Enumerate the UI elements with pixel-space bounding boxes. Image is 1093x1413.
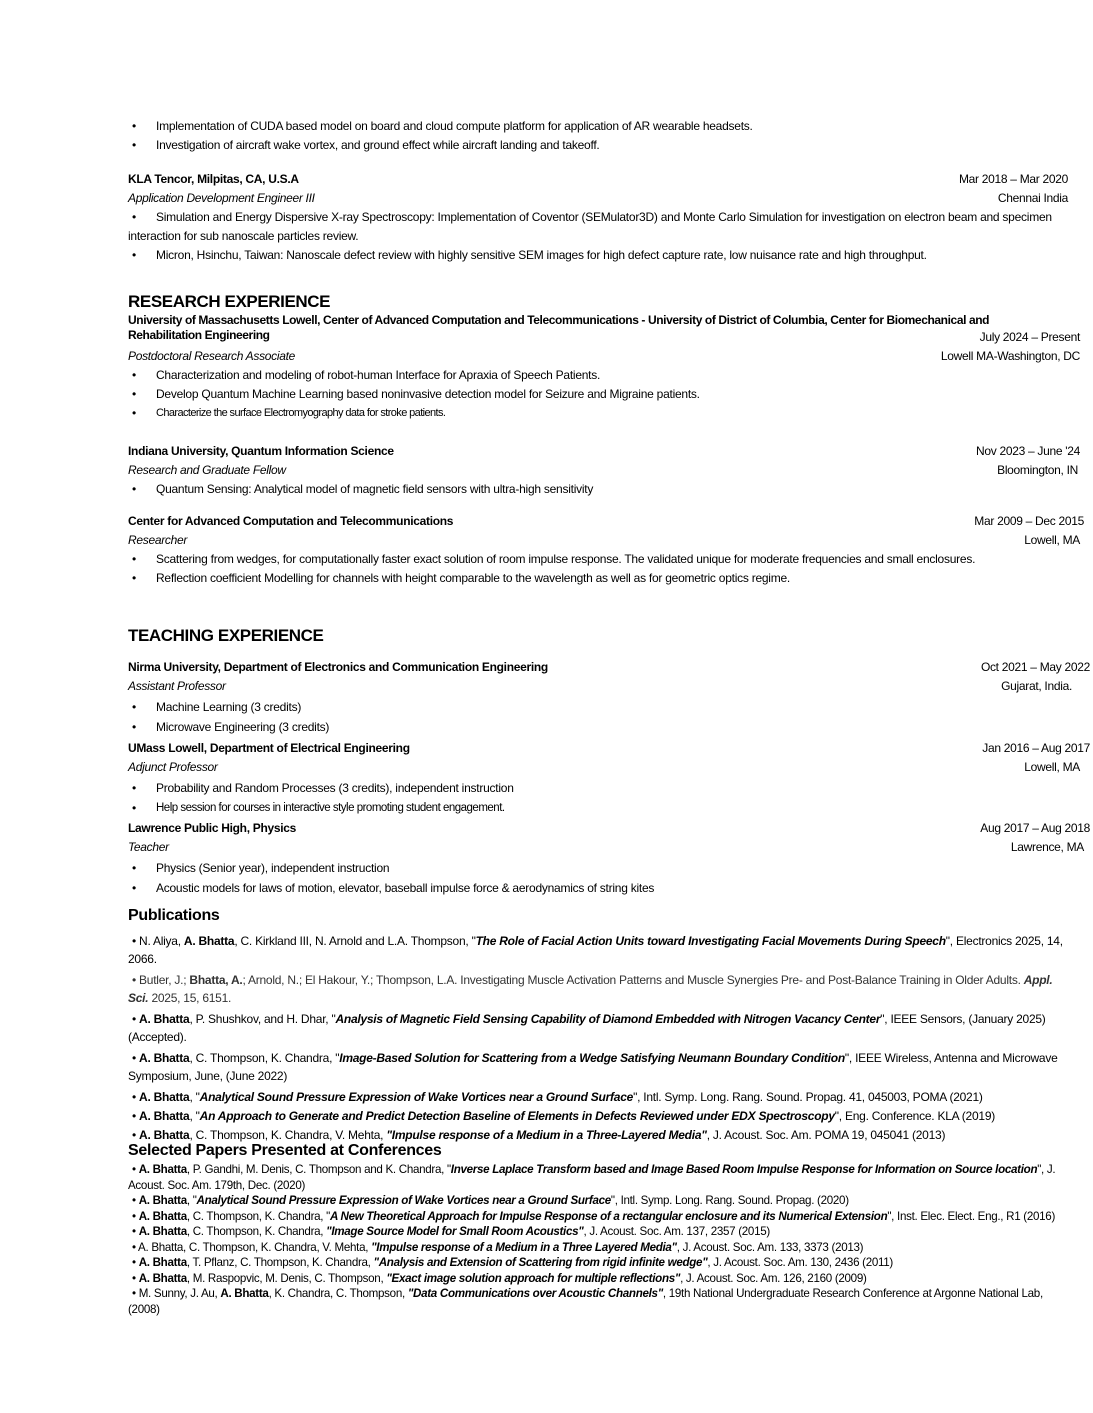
location: Chennai India bbox=[997, 191, 1068, 205]
location: Lowell, MA bbox=[1024, 760, 1080, 774]
ref-mid: , T. Pflanz, C. Thompson, K. Chandra, bbox=[186, 1256, 374, 1269]
kla-entry bbox=[128, 170, 1068, 265]
ref-title: The Role of Facial Action Units toward Investigating Facial Movements During Speech bbox=[475, 934, 946, 948]
ref-post: , J. Acoust. Soc. Am. 126, 2160 (2009) bbox=[680, 1271, 867, 1285]
teaching-entry bbox=[128, 819, 1090, 898]
list-item: • Micron, Hsinchu, Taiwan: Nanoscale defect review with highly sensitive SEM images for high defect capture rate, low nuisance rate and high throughput. bbox=[128, 246, 1068, 265]
research-entry bbox=[128, 442, 1080, 499]
top-bullets bbox=[128, 117, 1068, 155]
location: Bloomington, IN bbox=[997, 463, 1078, 477]
conference-item bbox=[128, 1240, 1058, 1256]
ref-mid: , C. Thompson, K. Chandra, V. Mehta, bbox=[189, 1128, 387, 1142]
conference-item bbox=[128, 1224, 1058, 1240]
ref-title: Analytical Sound Pressure Expression of Wake Vortices near a Ground Surface bbox=[196, 1194, 611, 1207]
ref-mid: , M. Raspopvic, M. Denis, C. Thompson, bbox=[186, 1271, 387, 1285]
publication-item bbox=[128, 932, 1068, 968]
role-title: Assistant Professor bbox=[128, 679, 226, 693]
conference-item bbox=[128, 1286, 1058, 1317]
ref-author: A. Bhatta bbox=[138, 1271, 187, 1285]
conferences-list bbox=[128, 1162, 1058, 1317]
ref-pre: N. Aliya, bbox=[139, 934, 184, 948]
list-item: • Probability and Random Processes (3 credits), independent instruction bbox=[128, 778, 1068, 798]
ref-title: Inverse Laplace Transform based and Image Based Room Impulse Response for Information on Source location bbox=[450, 1163, 1038, 1176]
ref-post: ", Intl. Symp. Long. Rang. Sound. Propag. (2020) bbox=[610, 1194, 849, 1207]
ref-post: , J. Acoust. Soc. Am. 130, 2436 (2011) bbox=[707, 1256, 893, 1269]
ref-pre: A. Bhatta, C. Thompson, K. Chandra, V. Mehta, bbox=[138, 1240, 372, 1254]
ref-post: ", IEEE Sensors, (January 2025) (Accepted). bbox=[128, 1012, 1046, 1044]
ref-mid: , C. Thompson, K. Chandra, " bbox=[189, 1051, 340, 1065]
ref-title: Analysis of Magnetic Field Sensing Capability of Diamond Embedded with Nitrogen Vacancy Center bbox=[335, 1012, 881, 1026]
role-title: Research and Graduate Fellow bbox=[128, 463, 286, 477]
publication-item bbox=[128, 1107, 1068, 1125]
ref-post: ", Eng. Conference. KLA (2019) bbox=[834, 1109, 995, 1123]
date-range: Aug 2017 – Aug 2018 bbox=[980, 821, 1090, 835]
conference-item bbox=[128, 1209, 1058, 1225]
role-title: Teacher bbox=[128, 840, 169, 854]
ref-mid: ; Arnold, N.; El Hakour, Y.; Thompson, L.A. Investigating Muscle Activation Patterns and Muscle Synergies Pre- and Post-Balance Training in Older Adults. bbox=[242, 973, 1024, 987]
ref-post: , J. Acoust. Soc. Am. 133, 3373 (2013) bbox=[676, 1240, 864, 1254]
date-range: July 2024 – Present bbox=[979, 330, 1080, 344]
list-item: • Scattering from wedges, for computationally faster exact solution of room impulse response. The validated unique for moderate frequencies and small enclosures. bbox=[128, 550, 1068, 569]
ref-mid: , K. Chandra, C. Thompson, bbox=[268, 1287, 408, 1300]
ref-title: "Impulse response of a Medium in a Three-Layered Media" bbox=[386, 1128, 707, 1142]
ref-title: "Data Communications over Acoustic Channels" bbox=[407, 1287, 663, 1300]
ref-author: A. Bhatta bbox=[139, 1051, 190, 1065]
ref-author: A. Bhatta bbox=[138, 1194, 187, 1207]
ref-title: Analytical Sound Pressure Expression of Wake Vortices near a Ground Surface bbox=[199, 1090, 634, 1104]
ref-mid: , C. Kirkland III, N. Arnold and L.A. Thompson, " bbox=[234, 934, 476, 948]
ref-pre: M. Sunny, J. Au, bbox=[138, 1287, 221, 1300]
publications-heading: Publications bbox=[128, 907, 220, 924]
ref-mid: , P. Gandhi, M. Denis, C. Thompson and K. Chandra, " bbox=[186, 1163, 451, 1176]
bullet: • bbox=[132, 1128, 140, 1142]
bullet: • bbox=[132, 1256, 139, 1269]
role-title: Researcher bbox=[128, 533, 188, 547]
list-item: • Implementation of CUDA based model on board and cloud compute platform for application of AR wearable headsets. bbox=[128, 117, 1068, 136]
ref-author: Bhatta, A. bbox=[189, 973, 243, 987]
list-item: • Microwave Engineering (3 credits) bbox=[128, 717, 1068, 737]
research-entry bbox=[128, 512, 1084, 588]
ref-author: A. Bhatta bbox=[139, 1090, 190, 1104]
ref-author: A. Bhatta bbox=[220, 1287, 269, 1300]
ref-post: ", Inst. Elec. Elect. Eng., R1 (2016) bbox=[887, 1209, 1056, 1223]
bullet: • bbox=[132, 973, 140, 987]
org-name: UMass Lowell, Department of Electrical Engineering bbox=[128, 741, 410, 755]
teaching-entry bbox=[128, 658, 1090, 737]
org-name: Indiana University, Quantum Information Science bbox=[128, 444, 394, 458]
conference-item bbox=[128, 1271, 1058, 1287]
ref-mid: , P. Shushkov, and H. Dhar, " bbox=[189, 1012, 336, 1026]
list-item: • Characterization and modeling of robot-human Interface for Apraxia of Speech Patients. bbox=[128, 366, 1068, 385]
ref-author: A. Bhatta bbox=[138, 1256, 187, 1269]
list-item: • Quantum Sensing: Analytical model of magnetic field sensors with ultra-high sensitivity bbox=[128, 480, 1068, 499]
list-item: • Develop Quantum Machine Learning based noninvasive detection model for Seizure and Migraine patients. bbox=[128, 385, 1068, 404]
bullet: • bbox=[132, 1090, 140, 1104]
list-item: • Characterize the surface Electromyography data for stroke patients. bbox=[128, 404, 1068, 423]
bullet: • bbox=[132, 1271, 139, 1285]
date-range: Mar 2009 – Dec 2015 bbox=[974, 514, 1084, 528]
location: Lowell MA-Washington, DC bbox=[940, 349, 1080, 363]
conference-item bbox=[128, 1255, 1058, 1271]
ref-title: An Approach to Generate and Predict Detection Baseline of Elements in Defects Reviewed under EDX Spectroscopy bbox=[199, 1109, 835, 1123]
bullet: • bbox=[132, 1012, 140, 1026]
teaching-entry bbox=[128, 739, 1090, 818]
ref-title: Appl. Sci. bbox=[128, 973, 1053, 1005]
list-item: • Machine Learning (3 credits) bbox=[128, 697, 1068, 717]
publication-item bbox=[128, 971, 1068, 1007]
ref-post: , 19th National Undergraduate Research Conference at Argonne National Lab, (2008) bbox=[128, 1287, 1043, 1316]
ref-mid: , C. Thompson, K. Chandra, " bbox=[186, 1209, 330, 1223]
ref-title: "Analysis and Extension of Scattering from rigid infinite wedge" bbox=[373, 1256, 708, 1269]
ref-post: , J. Acoust. Soc. Am. 137, 2357 (2015) bbox=[583, 1225, 770, 1238]
publication-item bbox=[128, 1049, 1068, 1085]
bullet: • bbox=[132, 1109, 140, 1123]
ref-pre: Butler, J.; bbox=[139, 973, 190, 987]
bullet: • bbox=[132, 934, 140, 948]
list-item: • Investigation of aircraft wake vortex, and ground effect while aircraft landing and takeoff. bbox=[128, 136, 1068, 155]
date-range: Mar 2018 – Mar 2020 bbox=[958, 172, 1068, 186]
bullet: • bbox=[132, 1209, 139, 1223]
conference-item bbox=[128, 1193, 1058, 1209]
list-item: • Simulation and Energy Dispersive X-ray Spectroscopy: Implementation of Coventor (SEMulator3D) and Monte Carlo Simulation for investigation on electron beam and specimen interaction for sub nanoscale particles review. bbox=[128, 208, 1068, 246]
list-item: • Reflection coefficient Modelling for channels with height comparable to the wavelength as well as for geometric optics regime. bbox=[128, 569, 1068, 588]
publications-list bbox=[128, 932, 1068, 1144]
teaching-heading: TEACHING EXPERIENCE bbox=[128, 626, 324, 645]
ref-author: A. Bhatta bbox=[139, 1128, 190, 1142]
bullet: • bbox=[132, 1163, 139, 1176]
role-title: Adjunct Professor bbox=[128, 760, 218, 774]
publication-item bbox=[128, 1010, 1068, 1046]
role-title: Application Development Engineer III bbox=[128, 191, 315, 205]
ref-post: ", Electronics 2025, 14, 2066. bbox=[128, 934, 1063, 966]
list-item: • Physics (Senior year), independent instruction bbox=[128, 858, 1068, 878]
bullet: • bbox=[132, 1194, 139, 1207]
research-entry bbox=[128, 313, 1080, 423]
ref-title: Image-Based Solution for Scattering from a Wedge Satisfying Neumann Boundary Condition bbox=[339, 1051, 845, 1065]
conference-item bbox=[128, 1162, 1058, 1193]
list-item: • Help session for courses in interactive style promoting student engagement. bbox=[128, 798, 1068, 818]
org-name: Center for Advanced Computation and Telecommunications bbox=[128, 514, 454, 528]
ref-mid: , " bbox=[186, 1194, 197, 1207]
ref-author: A. Bhatta bbox=[138, 1225, 187, 1238]
ref-mid: , " bbox=[189, 1109, 200, 1123]
ref-post: ", J. Acoust. Soc. Am. 179th, Dec. (2020) bbox=[128, 1163, 1056, 1192]
role-title: Postdoctoral Research Associate bbox=[128, 349, 296, 363]
bullet: • bbox=[132, 1240, 139, 1254]
ref-author: A. Bhatta bbox=[139, 1012, 190, 1026]
ref-post: ", Intl. Symp. Long. Rang. Sound. Propag. 41, 045003, POMA (2021) bbox=[633, 1090, 983, 1104]
ref-author: A. Bhatta bbox=[139, 1109, 190, 1123]
publication-item bbox=[128, 1088, 1068, 1106]
ref-author: A. Bhatta bbox=[183, 934, 235, 948]
ref-title: "Impulse response of a Medium in a Three Layered Media" bbox=[371, 1240, 677, 1254]
org-name: Nirma University, Department of Electronics and Communication Engineering bbox=[128, 660, 548, 674]
location: Lowell, MA bbox=[1024, 533, 1080, 547]
org-name: Lawrence Public High, Physics bbox=[128, 821, 297, 835]
ref-author: A. Bhatta bbox=[138, 1209, 187, 1223]
ref-post: ", IEEE Wireless, Antenna and Microwave Symposium, June, (June 2022) bbox=[128, 1051, 1058, 1083]
ref-mid: , " bbox=[189, 1090, 200, 1104]
ref-title: "Image Source Model for Small Room Acoustics" bbox=[326, 1225, 584, 1238]
ref-mid: , C. Thompson, K. Chandra, bbox=[186, 1225, 327, 1238]
ref-title: A New Theoretical Approach for Impulse Response of a rectangular enclosure and its Numerical Extension bbox=[329, 1209, 888, 1223]
research-heading: RESEARCH EXPERIENCE bbox=[128, 292, 331, 311]
bullet: • bbox=[132, 1225, 139, 1238]
org-name: University of Massachusetts Lowell, Center of Advanced Computation and Telecommunications - University of District of Columbia, Center for Biomechanical and Rehabilitation Engineering bbox=[128, 313, 990, 342]
location: Gujarat, India. bbox=[1001, 679, 1072, 693]
conferences-heading: Selected Papers Presented at Conferences bbox=[128, 1142, 442, 1159]
ref-title: "Exact image solution approach for multiple reflections" bbox=[386, 1271, 681, 1285]
location: Lawrence, MA bbox=[1010, 840, 1084, 854]
list-item: • Acoustic models for laws of motion, elevator, baseball impulse force & aerodynamics of string kites bbox=[128, 878, 1068, 898]
bullet: • bbox=[132, 1051, 140, 1065]
bullet: • bbox=[132, 1287, 139, 1300]
org-name: KLA Tencor, Milpitas, CA, U.S.A bbox=[128, 172, 299, 186]
ref-post: 2025, 15, 6151. bbox=[148, 991, 232, 1005]
date-range: Jan 2016 – Aug 2017 bbox=[982, 741, 1090, 755]
ref-post: , J. Acoust. Soc. Am. POMA 19, 045041 (2013) bbox=[706, 1128, 946, 1142]
date-range: Oct 2021 – May 2022 bbox=[980, 660, 1090, 674]
date-range: Nov 2023 – June '24 bbox=[975, 444, 1080, 458]
ref-author: A. Bhatta bbox=[138, 1163, 187, 1176]
